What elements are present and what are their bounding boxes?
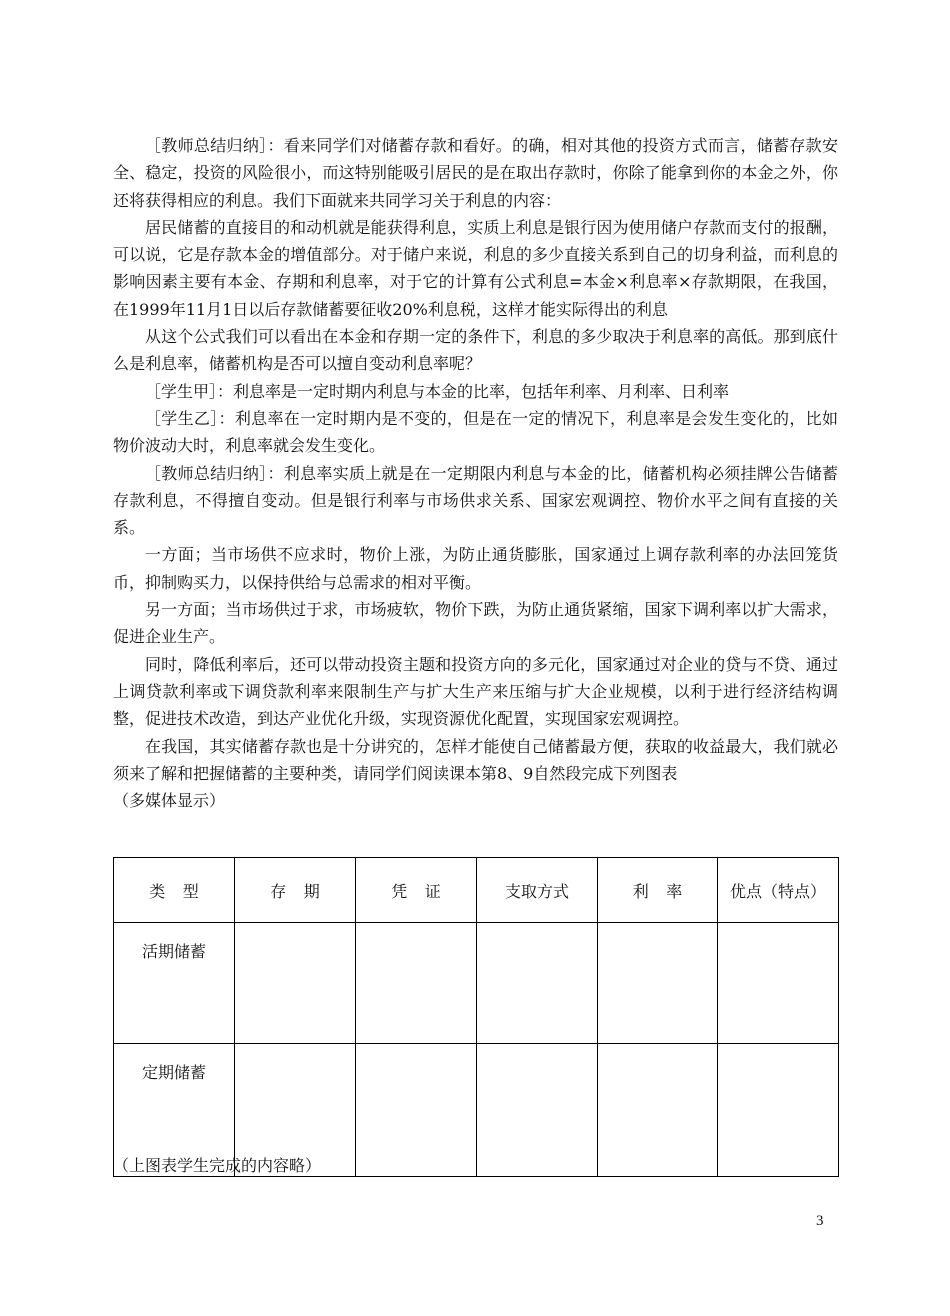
paragraph-meanwhile: 同时，降低利率后，还可以带动投资主题和投资方向的多元化，国家通过对企业的贷与不贷、通过上调贷款利率或下调贷款利率来限制生产与扩大生产来压缩与扩大企业规模，以利于进行经济结构调整，促进技术改造，到达产业优化升级，实现资源优化配置，实现国家宏观调控。 xyxy=(113,654,838,729)
table-row xyxy=(114,923,839,1044)
table-cell xyxy=(477,1044,598,1177)
table-caption: （多媒体显示） xyxy=(113,791,226,811)
savings-type-table-container xyxy=(113,857,838,1177)
table-cell xyxy=(718,1044,839,1177)
table-cell xyxy=(477,923,598,1044)
header-type: 类型 xyxy=(114,858,235,923)
table-cell xyxy=(598,1044,718,1177)
document-body xyxy=(113,132,838,814)
paragraph-in-china: 在我国，其实储蓄存款也是十分讲究的，怎样才能使自己储蓄最方便，获取的收益最大，我们就必须来了解和把握储蓄的主要种类，请同学们阅读课本第8、9自然段完成下列图表 xyxy=(113,736,838,783)
header-interest-rate: 利率 xyxy=(598,858,718,923)
table-cell xyxy=(235,923,356,1044)
row-label-demand-deposit: 活期储蓄 xyxy=(114,923,235,1044)
paragraph-teacher-summary-1: ［教师总结归纳］：看来同学们对储蓄存款和看好。的确，相对其他的投资方式而言，储蓄存款安全、稳定，投资的风险很小，而这特别能吸引居民的是在取出存款时，你除了能拿到你的本金之外，你还将获得相应的利息。我们下面就来共同学习关于利息的内容： xyxy=(113,136,838,210)
table-header-row xyxy=(114,858,839,923)
header-voucher: 凭证 xyxy=(356,858,477,923)
table-footnote: （上图表学生完成的内容略） xyxy=(113,1156,322,1175)
header-advantages: 优点（特点） xyxy=(718,858,839,923)
savings-type-table xyxy=(113,857,839,1177)
header-withdrawal-method: 支取方式 xyxy=(477,858,598,923)
table-cell xyxy=(598,923,718,1044)
page-number: 3 xyxy=(816,1213,824,1229)
paragraph-student-a: ［学生甲］：利息率是一定时期内利息与本金的比率，包括年利率、月利率、日利率 xyxy=(145,381,730,401)
header-term: 存期 xyxy=(235,858,356,923)
paragraph-teacher-summary-2: ［教师总结归纳］：利息率实质上就是在一定期限内利息与本金的比，储蓄机构必须挂牌公告储蓄存款利息，不得擅自变动。但是银行利率与市场供求关系、国家宏观调控、物价水平之间有直接的关系。 xyxy=(113,463,838,538)
paragraph-one-hand: 一方面；当市场供不应求时，物价上涨，为防止通货膨胀，国家通过上调存款利率的办法回笼货币，抑制购买力，以保持供给与总需求的相对平衡。 xyxy=(113,545,838,592)
paragraph-interest-formula: 从这个公式我们可以看出在本金和存期一定的条件下，利息的多少取决于利息率的高低。那到底什么是利息率，储蓄机构是否可以擅自变动利息率呢？ xyxy=(113,327,838,374)
table-cell xyxy=(356,1044,477,1177)
table-cell xyxy=(718,923,839,1044)
table-cell xyxy=(356,923,477,1044)
paragraph-other-hand: 另一方面；当市场供过于求，市场疲软，物价下跌，为防止通货紧缩，国家下调利率以扩大需求，促进企业生产。 xyxy=(113,600,838,647)
row-label-time-deposit: 定期储蓄 xyxy=(114,1044,235,1177)
paragraph-student-b: ［学生乙］：利息率在一定时期内是不变的，但是在一定的情况下，利息率是会发生变化的，比如物价波动大时，利息率就会发生变化。 xyxy=(113,408,838,456)
paragraph-interest-definition: 居民储蓄的直接目的和动机就是能获得利息，实质上利息是银行因为使用储户存款而支付的报酬，可以说，它是存款本金的增值部分。对于储户来说，利息的多少直接关系到自己的切身利益，而利息的影响因素主要有本金、存期和利息率，对于它的计算有公式利息=本金×利息率×存款期限，在我国，在1999年11月1日以后存款储蓄要征收20%利息税，这样才能实际得出的利息 xyxy=(113,217,838,319)
